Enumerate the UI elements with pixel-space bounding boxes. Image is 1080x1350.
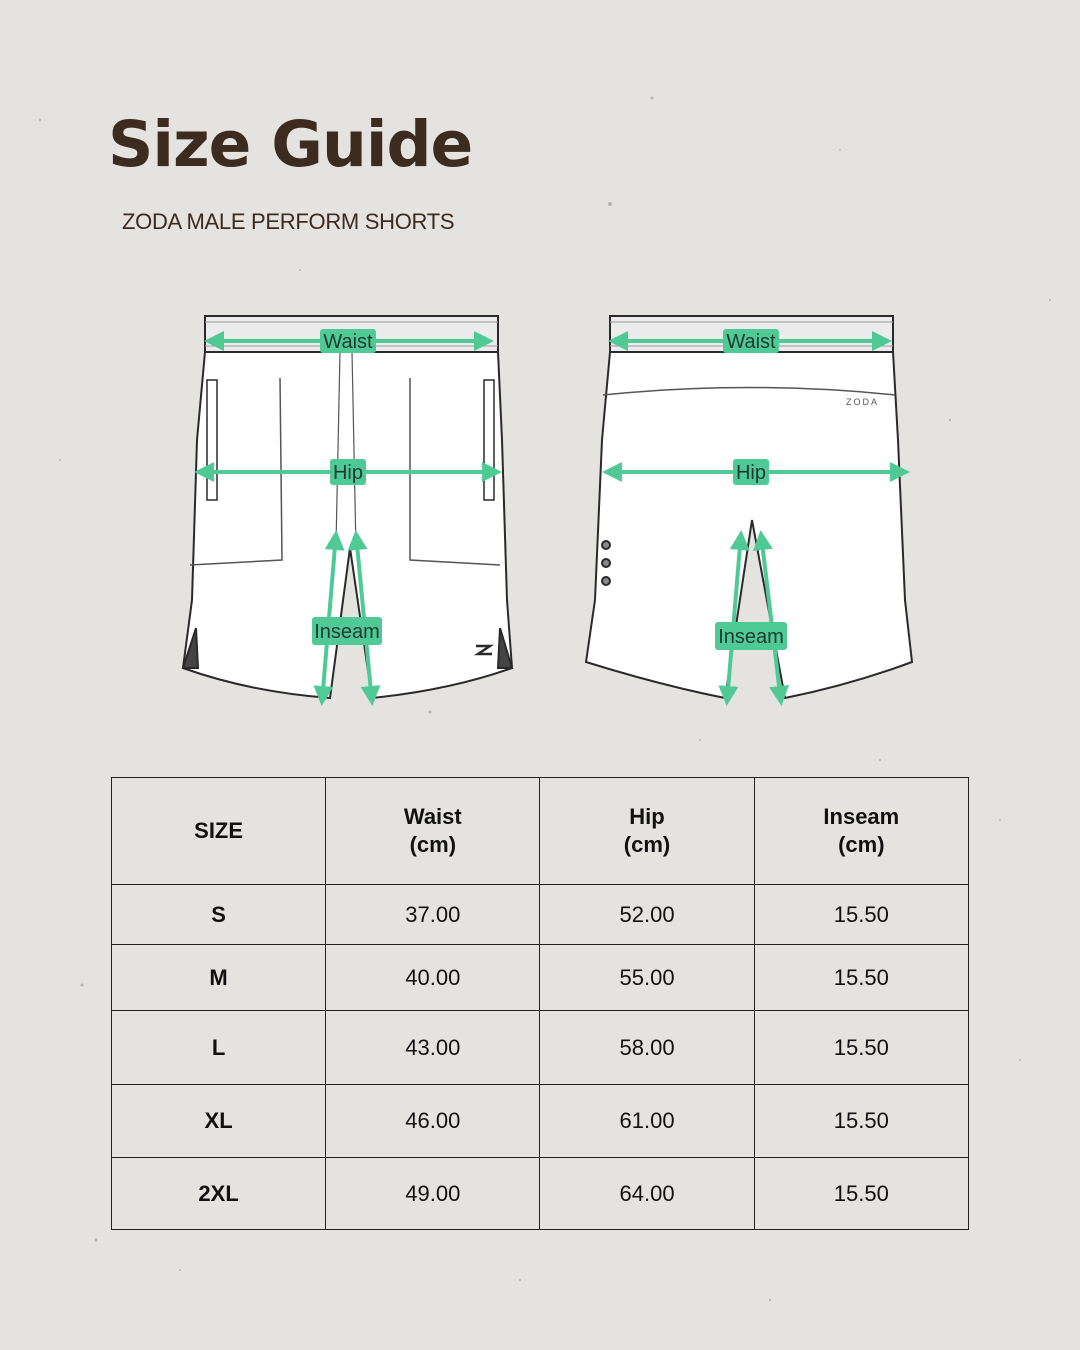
- back-waist-tag: [723, 329, 779, 353]
- table-row: [112, 945, 969, 1011]
- inseam-cell: 15.50: [754, 1158, 968, 1230]
- inseam-cell: 15.50: [754, 945, 968, 1011]
- svg-text:Hip: Hip: [332, 462, 364, 484]
- waist-cell: 43.00: [326, 1011, 540, 1085]
- table-row: [112, 1158, 969, 1230]
- waist-cell: 46.00: [326, 1085, 540, 1158]
- inseam-cell: 15.50: [754, 1085, 968, 1158]
- header-waist-unit: (cm): [409, 832, 457, 857]
- header-size-label: SIZE: [194, 818, 244, 843]
- product-name: ZODA MALE PERFORM SHORTS: [122, 209, 455, 234]
- hip-cell: 58.00: [540, 1011, 754, 1085]
- size-cell: S: [112, 885, 326, 945]
- header-waist-label: Waist: [403, 804, 462, 829]
- header-inseam-label: Inseam: [823, 804, 900, 829]
- page-title: Size Guide: [108, 108, 473, 181]
- header-inseam-unit: (cm): [838, 832, 885, 857]
- table-header-row: [112, 778, 969, 885]
- table-row: [112, 885, 969, 945]
- front-hip-tag: [330, 459, 366, 485]
- size-cell: XL: [112, 1085, 326, 1158]
- table-row: [112, 1085, 969, 1158]
- svg-text:Waist: Waist: [726, 331, 776, 353]
- size-table: [111, 777, 969, 1230]
- hip-cell: 52.00: [540, 885, 754, 945]
- svg-text:Inseam: Inseam: [314, 621, 380, 643]
- header-hip-label: Hip: [629, 804, 665, 829]
- waist-cell: 37.00: [326, 885, 540, 945]
- waist-cell: 40.00: [326, 945, 540, 1011]
- inseam-cell: 15.50: [754, 1011, 968, 1085]
- hip-cell: 55.00: [540, 945, 754, 1011]
- hip-cell: 61.00: [540, 1085, 754, 1158]
- back-brand-mark: ZODA: [846, 397, 880, 407]
- header-hip: [540, 778, 754, 885]
- size-cell: 2XL: [112, 1158, 326, 1230]
- header-size: [112, 778, 326, 885]
- table-row: [112, 1011, 969, 1085]
- header-waist: [326, 778, 540, 885]
- front-inseam-tag: [312, 617, 382, 645]
- back-inseam-tag: [715, 622, 787, 650]
- header-hip-unit: (cm): [623, 832, 671, 857]
- back-hip-tag: [733, 459, 769, 485]
- front-waist-tag: [320, 329, 376, 353]
- svg-text:Hip: Hip: [735, 462, 767, 484]
- header-inseam: [754, 778, 968, 885]
- svg-text:Waist: Waist: [323, 331, 373, 353]
- waist-cell: 49.00: [326, 1158, 540, 1230]
- hip-cell: 64.00: [540, 1158, 754, 1230]
- size-cell: L: [112, 1011, 326, 1085]
- svg-text:Inseam: Inseam: [718, 626, 784, 648]
- inseam-cell: 15.50: [754, 885, 968, 945]
- size-cell: M: [112, 945, 326, 1011]
